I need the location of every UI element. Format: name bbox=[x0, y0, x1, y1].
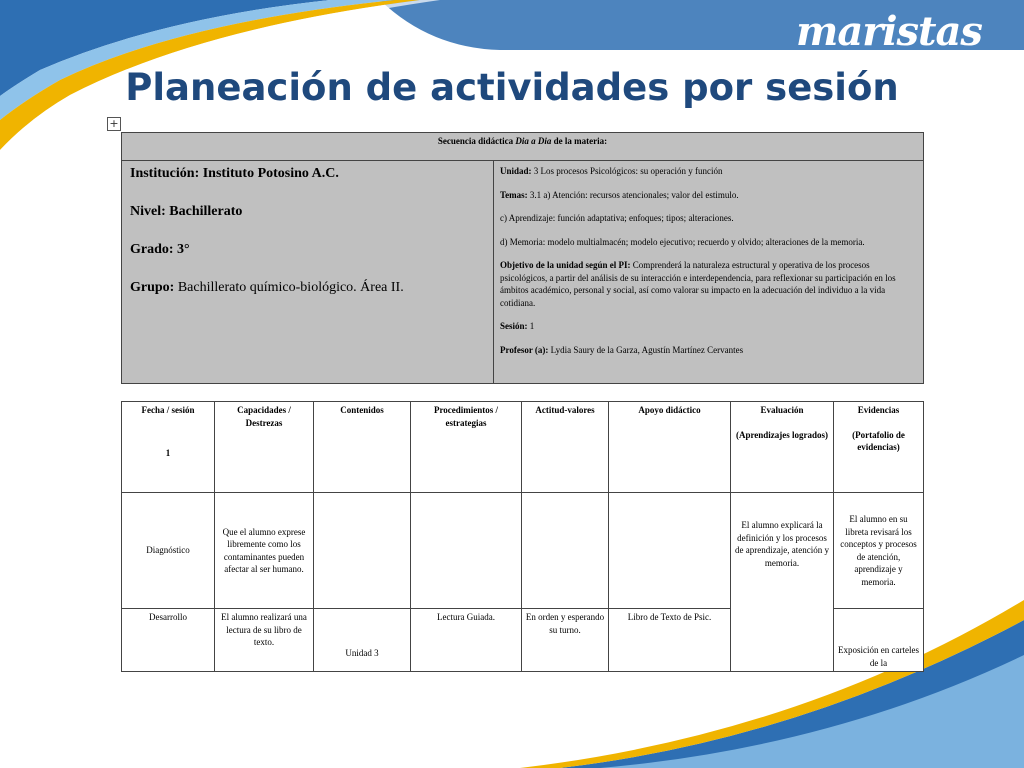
level-line: Nivel: Bachillerato bbox=[130, 204, 243, 219]
cell-capacidades: Que el alumno exprese libremente como los contaminantes pueden afectar al ser humano. bbox=[215, 493, 314, 609]
topic-c-line: c) Aprendizaje: función adaptativa; enfoques; tipos; alteraciones. bbox=[500, 213, 734, 223]
cell-apoyo bbox=[609, 493, 731, 609]
col-contenidos: Contenidos bbox=[314, 402, 411, 493]
teacher-line: Profesor (a): Lydia Saury de la Garza, Agustín Martínez Cervantes bbox=[500, 344, 744, 355]
cell-contenidos: Unidad 3 bbox=[314, 609, 411, 672]
cell-actitud: En orden y esperando su turno. bbox=[522, 609, 609, 672]
activity-header-row bbox=[122, 402, 924, 493]
session-line: Sesión: 1 bbox=[500, 321, 535, 331]
col-evaluacion: Evaluación (Aprendizajes logrados) bbox=[731, 402, 834, 493]
topic-d-line: d) Memoria: modelo multialmacén; modelo ejecutivo; recuerdo y olvido; alteraciones de la memoria. bbox=[500, 236, 865, 247]
slide-title: Planeación de actividades por sesión bbox=[125, 66, 899, 109]
cell-evidencias: El alumno en su libreta revisará los conceptos y procesos de atención, aprendizaje y memoria. bbox=[834, 493, 924, 609]
cell-actitud bbox=[522, 493, 609, 609]
unit-line: Unidad: 3 Los procesos Psicológicos: su operación y función bbox=[500, 166, 723, 176]
school-info-cell bbox=[122, 161, 494, 384]
maristas-logo: maristas bbox=[796, 8, 982, 55]
unit-info-cell bbox=[494, 161, 924, 384]
topics-line: Temas: 3.1 a) Atención: recursos atencionales; valor del estimulo. bbox=[500, 189, 739, 200]
activity-table bbox=[121, 401, 924, 672]
group-line: Grupo: Bachillerato químico-biológico. Área II. bbox=[130, 280, 404, 295]
cell-capacidades: El alumno realizará una lectura de su libro de texto. bbox=[215, 609, 314, 672]
cell-fecha: Diagnóstico bbox=[122, 493, 215, 609]
table-row bbox=[122, 493, 924, 609]
cell-evaluacion: El alumno explicará la definición y los procesos de aprendizaje, atención y memoria. bbox=[731, 493, 834, 672]
grade-line: Grado: 3° bbox=[130, 242, 190, 257]
cell-contenidos bbox=[314, 493, 411, 609]
cell-apoyo: Libro de Texto de Psic. bbox=[609, 609, 731, 672]
cell-fecha: Desarrollo bbox=[122, 609, 215, 672]
objective-line: Objetivo de la unidad según el PI: Comprenderá la naturaleza estructural y operativa de los procesos psicológicos, a partir del análisis de su interacción e interdependencia, para reflexionar su participación en los ámbitos académico, personal y social, así como valorar su impacto en la adecuación del individuo a la vida cotidiana. bbox=[500, 260, 896, 308]
move-handle-icon[interactable]: + bbox=[107, 117, 121, 131]
cell-procedimientos: Lectura Guiada. bbox=[411, 609, 522, 672]
col-capacidades: Capacidades / Destrezas bbox=[215, 402, 314, 493]
col-apoyo: Apoyo didáctico bbox=[609, 402, 731, 493]
summary-heading: Secuencia didáctica Dia a Dia de la materia: bbox=[122, 133, 924, 161]
col-fecha: Fecha / sesión 1 bbox=[122, 402, 215, 493]
summary-table bbox=[121, 132, 924, 384]
cell-evidencias: Exposición en carteles de la bbox=[834, 609, 924, 672]
cell-procedimientos bbox=[411, 493, 522, 609]
col-procedimientos: Procedimientos / estrategias bbox=[411, 402, 522, 493]
col-actitud: Actitud-valores bbox=[522, 402, 609, 493]
col-evidencias: Evidencias (Portafolio de evidencias) bbox=[834, 402, 924, 493]
institution-line: Institución: Instituto Potosino A.C. bbox=[130, 166, 339, 181]
